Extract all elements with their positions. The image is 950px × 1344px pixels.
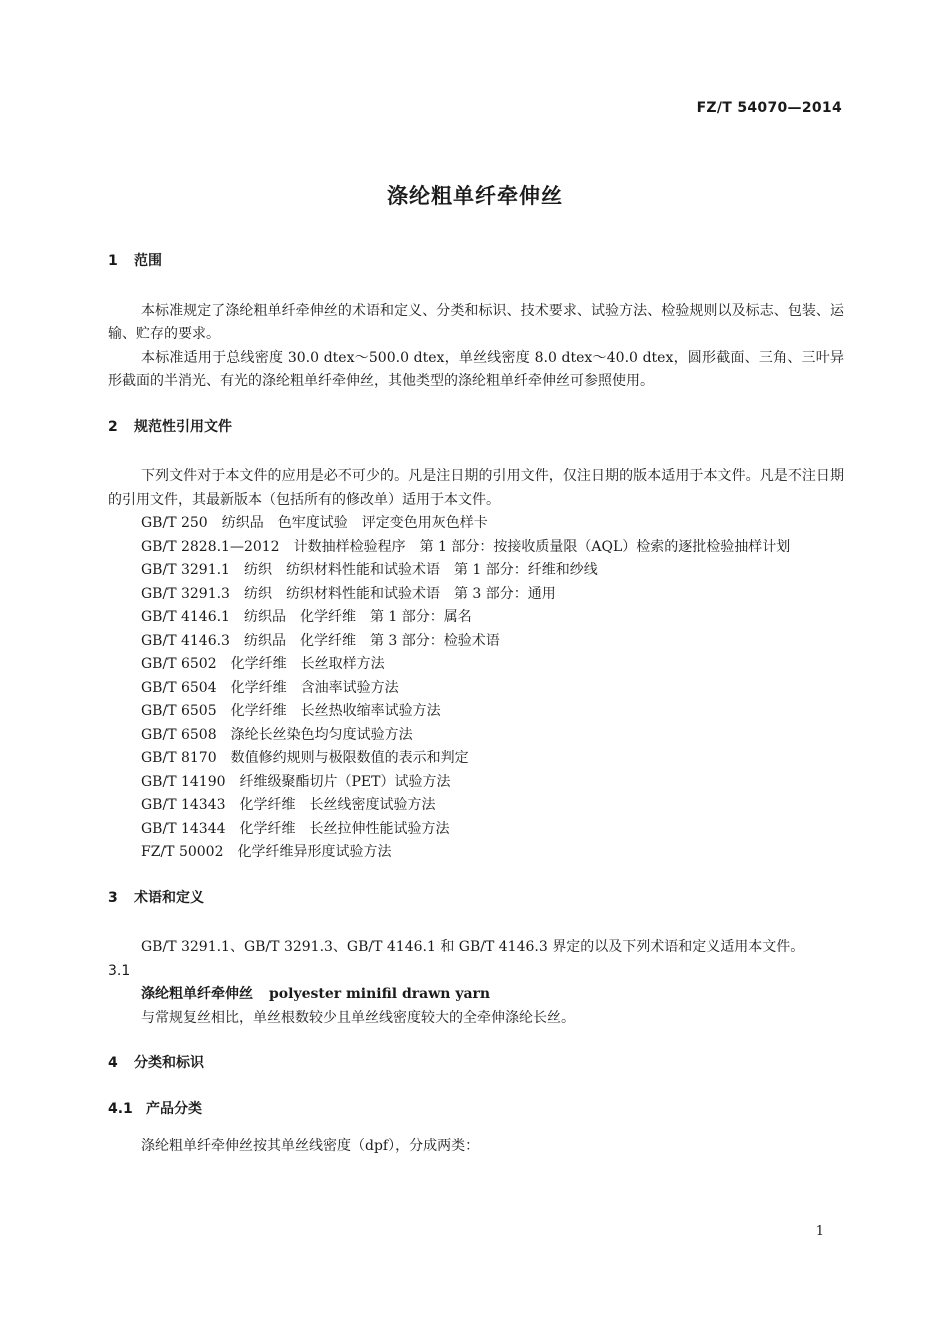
reference-code: GB/T 14343 xyxy=(141,797,226,813)
reference-title: 化学纤维 长丝热收缩率试验方法 xyxy=(230,703,441,719)
reference-title: 纤维级聚酯切片（PET）试验方法 xyxy=(239,773,451,790)
section-heading-classification xyxy=(108,1052,844,1076)
section-heading-terms xyxy=(108,887,844,911)
standard-code: FZ/T 54070—2014 xyxy=(696,100,842,116)
reference-title: 化学纤维异形度试验方法 xyxy=(237,844,392,860)
reference-item xyxy=(108,606,844,630)
section-title: 术语和定义 xyxy=(134,889,204,906)
reference-title: 化学纤维 长丝拉伸性能试验方法 xyxy=(239,820,450,837)
section-number: 1 xyxy=(108,253,118,269)
reference-title: 纺织品 色牢度试验 评定变色用灰色样卡 xyxy=(221,515,488,531)
reference-code: GB/T 14344 xyxy=(141,820,226,837)
reference-code: GB/T 3291.3 xyxy=(141,585,230,602)
reference-code: GB/T 250 xyxy=(141,515,208,531)
section-number: 4 xyxy=(108,1055,118,1071)
reference-item xyxy=(108,724,844,748)
reference-item xyxy=(108,559,844,583)
reference-code: GB/T 4146.1 xyxy=(141,609,230,625)
subsection-title: 产品分类 xyxy=(146,1100,202,1117)
scope-paragraph-2: 本标准适用于总线密度 30.0 dtex～500.0 dtex，单丝线密度 8.0 dtex～40.0 dtex，圆形截面、三角、三叶异形截面的半消光、有光的涤纶粗单纤牵伸丝，其他类型的涤纶粗单纤牵伸丝可参照使用。 xyxy=(108,349,844,389)
reference-code: GB/T 6502 xyxy=(141,656,217,672)
classification-paragraph: 涤纶粗单纤牵伸丝按其单丝线密度（dpf），分成两类： xyxy=(141,1138,480,1154)
reference-item xyxy=(108,794,844,818)
reference-list xyxy=(108,512,844,865)
reference-item xyxy=(108,818,844,842)
term-entry xyxy=(108,983,844,1007)
subsection-heading-product-classification xyxy=(108,1098,844,1122)
reference-title: 化学纤维 长丝取样方法 xyxy=(230,656,385,672)
document-title: 涤纶粗单纤牵伸丝 xyxy=(387,184,563,208)
reference-title: 化学纤维 含油率试验方法 xyxy=(230,679,399,696)
reference-code: GB/T 6508 xyxy=(141,726,217,743)
subsection-number: 4.1 xyxy=(108,1100,133,1117)
reference-code: GB/T 3291.1 xyxy=(141,562,230,578)
reference-title: 化学纤维 长丝线密度试验方法 xyxy=(239,797,436,813)
reference-title: 纺织品 化学纤维 第 1 部分：属名 xyxy=(243,609,472,625)
reference-item xyxy=(108,841,844,865)
section-title: 规范性引用文件 xyxy=(134,418,232,435)
section-title: 范围 xyxy=(134,253,162,269)
reference-item xyxy=(108,583,844,607)
reference-item xyxy=(108,771,844,795)
document-body xyxy=(108,250,844,1159)
scope-paragraph-1: 本标准规定了涤纶粗单纤牵伸丝的术语和定义、分类和标识、技术要求、试验方法、检验规则以及标志、包装、运输、贮存的要求。 xyxy=(108,302,844,342)
page-number: 1 xyxy=(815,1224,824,1239)
reference-code: GB/T 6504 xyxy=(141,679,217,696)
term-chinese: 涤纶粗单纤牵伸丝 xyxy=(141,986,253,1002)
reference-code: FZ/T 50002 xyxy=(141,844,224,860)
reference-code: GB/T 14190 xyxy=(141,773,226,790)
references-intro: 下列文件对于本文件的应用是必不可少的。凡是注日期的引用文件，仅注日期的版本适用于本文件。凡是不注日期的引用文件，其最新版本（包括所有的修改单）适用于本文件。 xyxy=(108,468,844,508)
reference-item xyxy=(108,677,844,701)
terms-intro: GB/T 3291.1、GB/T 3291.3、GB/T 4146.1 和 GB/T 4146.3 界定的以及下列术语和定义适用本文件。 xyxy=(141,939,805,955)
term-definition: 与常规复丝相比，单丝根数较少且单丝线密度较大的全牵伸涤纶长丝。 xyxy=(141,1009,575,1026)
reference-title: 计数抽样检验程序 第 1 部分：按接收质量限（AQL）检索的逐批检验抽样计划 xyxy=(293,538,791,555)
reference-item xyxy=(108,653,844,677)
reference-code: GB/T 6505 xyxy=(141,703,217,719)
term-english: polyester minifil drawn yarn xyxy=(269,986,491,1002)
reference-item xyxy=(108,512,844,536)
reference-title: 纺织品 化学纤维 第 3 部分：检验术语 xyxy=(243,632,500,649)
section-number: 3 xyxy=(108,889,118,906)
reference-code: GB/T 8170 xyxy=(141,750,217,766)
section-heading-scope xyxy=(108,250,844,274)
reference-code: GB/T 4146.3 xyxy=(141,632,230,649)
reference-title: 涤纶长丝染色均匀度试验方法 xyxy=(230,726,413,743)
reference-title: 纺织 纺织材料性能和试验术语 第 3 部分：通用 xyxy=(243,585,556,602)
term-number: 3.1 xyxy=(108,962,131,979)
reference-item xyxy=(108,630,844,654)
section-number: 2 xyxy=(108,418,118,435)
reference-title: 数值修约规则与极限数值的表示和判定 xyxy=(230,750,469,766)
reference-title: 纺织 纺织材料性能和试验术语 第 1 部分：纤维和纱线 xyxy=(243,562,598,578)
reference-item xyxy=(108,700,844,724)
reference-item xyxy=(108,747,844,771)
section-heading-normative-references xyxy=(108,416,844,440)
reference-code: GB/T 2828.1—2012 xyxy=(141,538,280,555)
reference-item xyxy=(108,536,844,560)
section-title: 分类和标识 xyxy=(134,1055,204,1071)
